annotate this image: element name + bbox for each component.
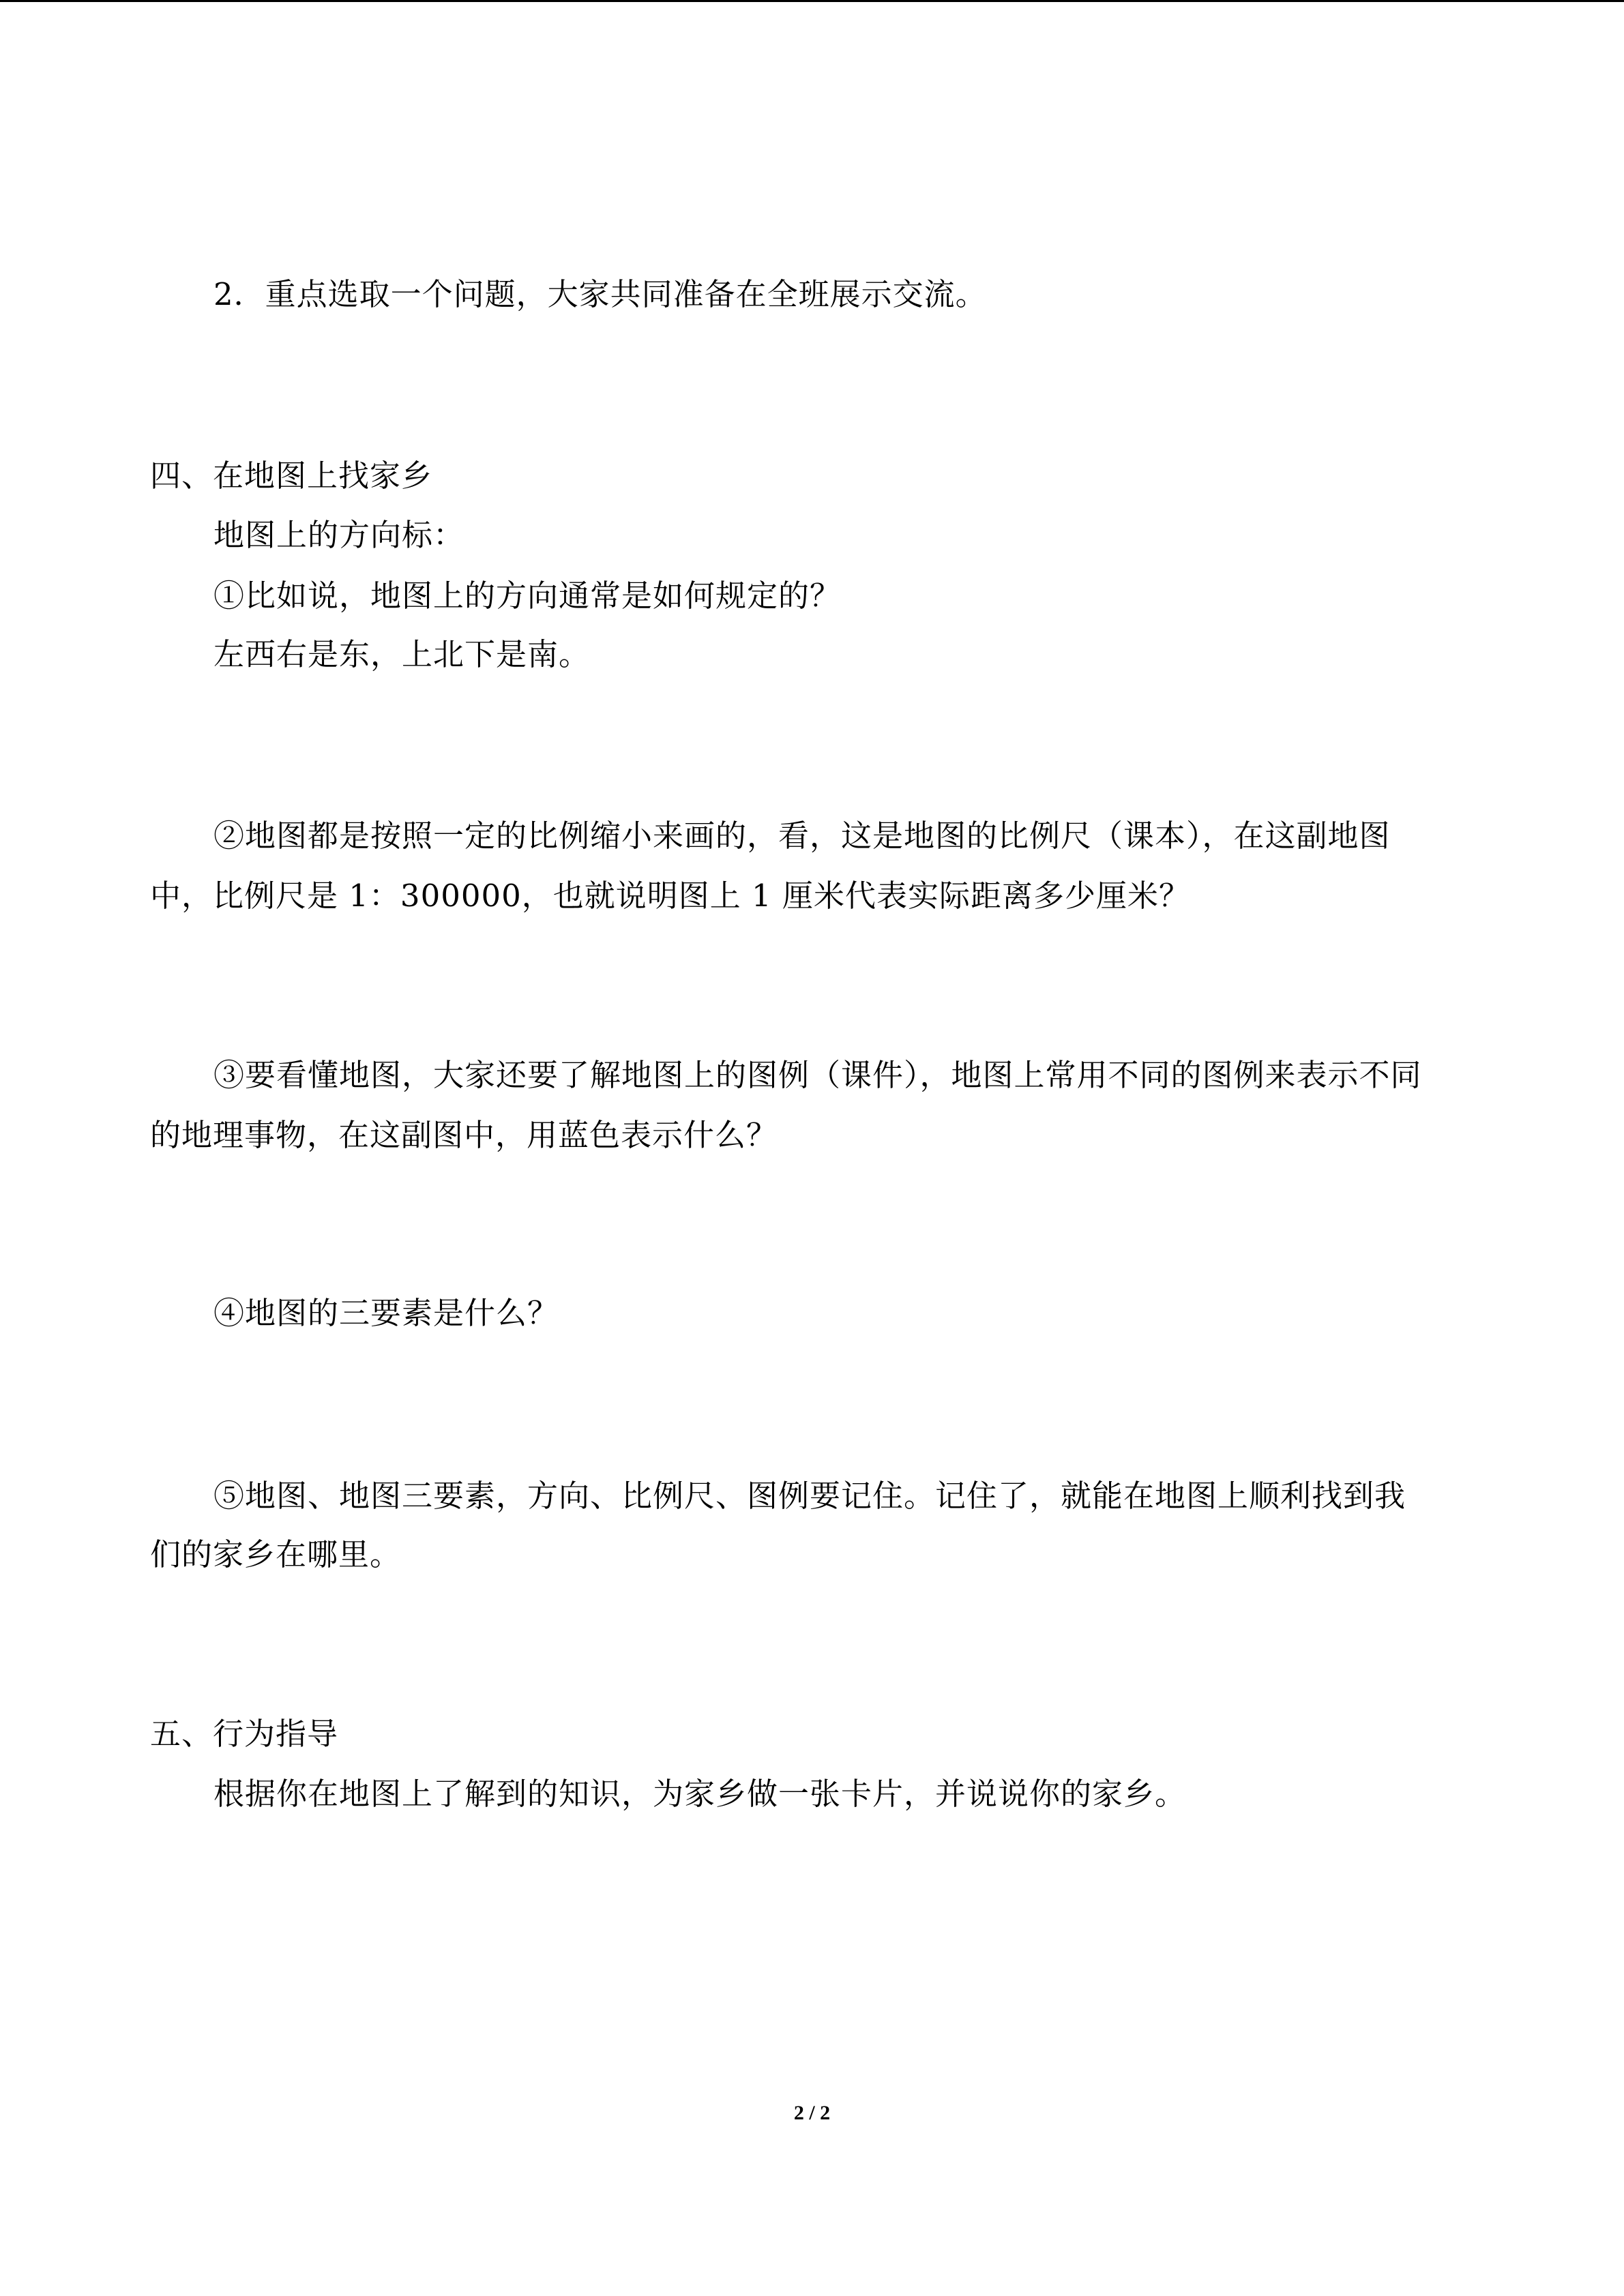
step-two-text: 2．重点选取一个问题，大家共同准备在全班展示交流。 <box>213 276 987 312</box>
question-two-line-two: 中，比例尺是 1：300000，也就说明图上 1 厘米代表实际距离多少厘米？ <box>150 878 1190 914</box>
direction-label: 地图上的方向标： <box>213 517 465 553</box>
question-three-line-two: 的地理事物，在这副图中，用蓝色表示什么？ <box>150 1117 778 1153</box>
top-border-rule <box>0 0 1624 2</box>
question-five-line-two: 们的家乡在哪里。 <box>150 1536 402 1572</box>
answer-one: 左西右是东，上北下是南。 <box>213 636 591 672</box>
section-four-heading: 四、在地图上找家乡 <box>150 458 433 494</box>
question-three-line-one: ③要看懂地图，大家还要了解地图上的图例（课件），地图上常用不同的图例来表示不同 <box>213 1057 1422 1093</box>
page-number: 2 / 2 <box>793 2102 831 2124</box>
section-five-task: 根据你在地图上了解到的知识，为家乡做一张卡片，并说说你的家乡。 <box>213 1776 1187 1812</box>
section-five-heading: 五、行为指导 <box>150 1716 339 1752</box>
question-five-line-one: ⑤地图、地图三要素，方向、比例尺、图例要记住。记住了，就能在地图上顺利找到我 <box>213 1478 1406 1514</box>
question-four: ④地图的三要素是什么？ <box>213 1295 559 1331</box>
question-two-line-one: ②地图都是按照一定的比例缩小来画的，看，这是地图的比例尺（课本），在这副地图 <box>213 818 1391 854</box>
question-one: ①比如说，地图上的方向通常是如何规定的？ <box>213 578 842 614</box>
